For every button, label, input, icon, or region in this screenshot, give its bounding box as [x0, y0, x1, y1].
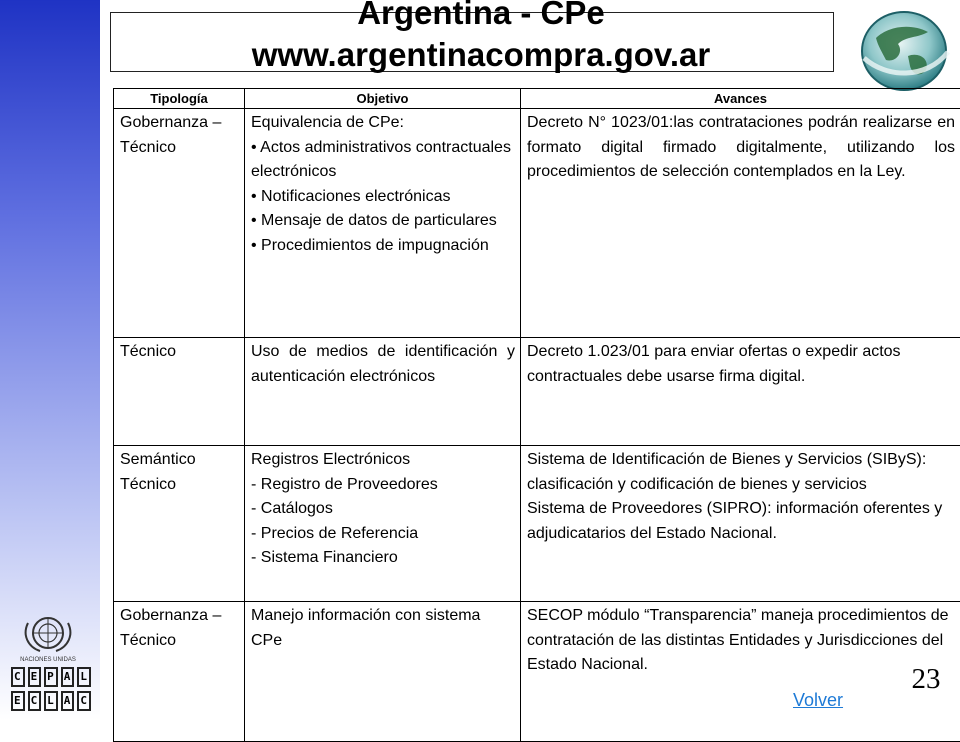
title-line-2: www.argentinacompra.gov.ar — [110, 34, 852, 76]
header-objetivo: Objetivo — [245, 89, 521, 109]
eclac-letters — [11, 691, 91, 711]
title-line-1: Argentina - CPe — [110, 0, 852, 34]
cell-tipologia: Gobernanza – Técnico — [114, 109, 245, 338]
header-avances: Avances — [521, 89, 960, 109]
list-item: • Procedimientos de impugnación — [251, 234, 515, 259]
logo-letter: E — [11, 691, 25, 711]
cell-tipologia — [114, 446, 245, 602]
table-row — [114, 446, 960, 602]
cepal-eclac-logo — [11, 667, 91, 715]
cell-objetivo: Uso de medios de identificación y autenticación electrónicos — [245, 338, 521, 446]
cepal-letters — [11, 667, 91, 687]
globe-logo-icon — [856, 8, 952, 94]
table-header-row — [114, 89, 960, 109]
page-title — [110, 0, 852, 76]
cell-objetivo: Manejo información con sistema CPe — [245, 602, 521, 742]
cell-objetivo — [245, 109, 521, 338]
cell-avances: Decreto 1.023/01 para enviar ofertas o expedir actos contractuales debe usarse firma digital. — [521, 338, 960, 446]
table-row — [114, 338, 960, 446]
sidebar-gradient — [0, 0, 100, 720]
logo-letter: L — [44, 691, 58, 711]
header-tipologia: Tipología — [114, 89, 245, 109]
avances-paragraph: Sistema de Identificación de Bienes y Servicios (SIByS): clasificación y codificación de bienes y servicios — [527, 448, 955, 497]
cell-avances — [521, 446, 960, 602]
cell-tipologia: Técnico — [114, 338, 245, 446]
page-number: 23 — [896, 663, 956, 696]
objetivo-intro: Equivalencia de CPe: — [251, 111, 515, 136]
cell-avances: SECOP módulo “Transparencia” maneja procedimientos de contratación de las distintas Entidades y Jurisdicciones del Estado Nacional. — [521, 602, 960, 742]
table-row — [114, 109, 960, 338]
list-item: • Notificaciones electrónicas — [251, 185, 515, 210]
volver-link[interactable]: Volver — [791, 690, 845, 711]
cell-objetivo — [245, 446, 521, 602]
logo-letter: E — [28, 667, 42, 687]
logo-letter: A — [61, 667, 75, 687]
un-emblem-icon — [16, 613, 80, 663]
avances-paragraph: Sistema de Proveedores (SIPRO): información oferentes y adjudicatarios del Estado Nacional. — [527, 497, 955, 546]
objetivo-intro: Registros Electrónicos — [251, 448, 515, 473]
tipologia-line: Semántico — [120, 448, 239, 473]
list-item: - Precios de Referencia — [251, 522, 515, 547]
logo-letter: L — [77, 667, 91, 687]
logo-letter: A — [61, 691, 75, 711]
logo-letter: C — [11, 667, 25, 687]
cell-avances: Decreto N° 1023/01:las contrataciones podrán realizarse en formato digital firmado digitalmente, utilizando los procedimientos de selección contemplados en la Ley. — [521, 109, 960, 338]
table-row — [114, 602, 960, 742]
un-caption: NACIONES UNIDAS — [20, 657, 76, 663]
list-item: - Registro de Proveedores — [251, 473, 515, 498]
logo-letter: C — [28, 691, 42, 711]
list-item: - Catálogos — [251, 497, 515, 522]
cell-tipologia: Gobernanza – Técnico — [114, 602, 245, 742]
logo-letter: P — [44, 667, 58, 687]
list-item: • Mensaje de datos de particulares — [251, 209, 515, 234]
list-item: • Actos administrativos contractuales electrónicos — [251, 136, 515, 185]
cpe-table — [113, 88, 960, 742]
tipologia-line: Técnico — [120, 473, 239, 498]
list-item: - Sistema Financiero — [251, 546, 515, 571]
logo-letter: C — [77, 691, 91, 711]
